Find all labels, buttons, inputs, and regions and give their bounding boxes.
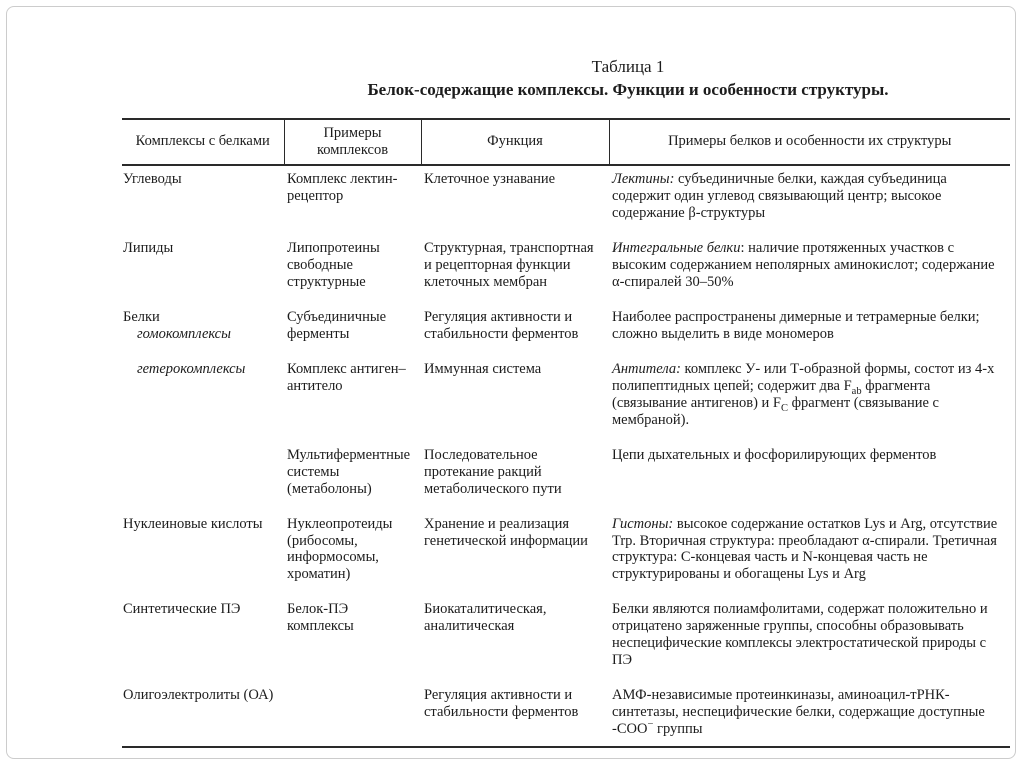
cell-text: Комплекс антиген–антитело	[287, 360, 406, 394]
table-cell	[122, 304, 284, 356]
table-cell	[421, 682, 609, 747]
table-row	[122, 165, 1010, 235]
table-row	[122, 356, 1010, 442]
cell-text: Углеводы	[123, 171, 182, 188]
cell-text: Иммунная система	[424, 360, 542, 377]
table-cell	[284, 511, 421, 597]
table-row	[122, 304, 1010, 356]
cell-text: Хранение и реализация генетической информации	[424, 515, 588, 549]
table-cell	[421, 442, 609, 511]
cell-text: гомокомплексы	[137, 325, 231, 342]
cell-text: Лектины:	[612, 171, 675, 188]
cell-text: Субъединичные ферменты	[287, 309, 387, 342]
document-content	[122, 56, 1010, 748]
table-cell	[122, 356, 284, 442]
table-cell	[122, 511, 284, 597]
cell-text: Структурная, транспортная и рецепторная функции клеточных мембран	[424, 240, 594, 291]
table-cell	[421, 511, 609, 597]
cell-text: Мультиферментные системы (метаболоны)	[287, 446, 411, 497]
cell-text: ab	[851, 385, 862, 397]
table-cell	[122, 596, 284, 682]
cell-text: Биокаталитическая, аналитическая	[424, 601, 547, 635]
table-cell	[284, 235, 421, 304]
column-header: Примеры комплексов	[284, 119, 421, 166]
cell-text: −	[647, 719, 654, 731]
cell-text: гетерокомплексы	[137, 360, 246, 377]
cell-text: : наличие протяженных участков с высоким содержанием неполярных аминокислот; содержание α-спиралей 30–50%	[612, 240, 995, 291]
table-cell	[609, 596, 1010, 682]
column-header: Функция	[421, 119, 609, 166]
cell-text: фрагмент (связывание с мембраной).	[612, 394, 939, 428]
table-body	[122, 165, 1010, 747]
table-cell	[421, 356, 609, 442]
header-row	[122, 119, 1010, 166]
column-header: Комплексы с белками	[122, 119, 284, 166]
cell-text: фрагмента (связывание антигенов) и F	[612, 377, 931, 411]
protein-complexes-table	[122, 118, 1010, 749]
table-cell	[284, 304, 421, 356]
cell-text: C	[780, 402, 788, 414]
cell-text: Белки	[123, 309, 160, 325]
table-cell	[421, 596, 609, 682]
table-cell	[609, 304, 1010, 356]
table-cell	[421, 304, 609, 356]
cell-text: Клеточное узнавание	[424, 171, 556, 188]
cell-text: субъединичные белки, каждая субъединица содержит один углевод связывающий центр; высокое содержание β-структуры	[612, 171, 947, 222]
table-row	[122, 511, 1010, 597]
table-row	[122, 682, 1010, 747]
cell-text: Регуляция активности и стабильности ферментов	[424, 309, 579, 342]
table-cell	[284, 682, 421, 747]
cell-text: Наиболее распространены димерные и тетрамерные белки; сложно выделить в виде мономеров	[612, 309, 980, 342]
cell-text: комплекс У- или Т-образной формы, состот из 4-х полипептидных цепей; содержит два F	[612, 360, 995, 394]
table-row	[122, 442, 1010, 511]
cell-text: Нуклеиновые кислоты	[123, 515, 263, 532]
cell-text: Липопротеины свободные структурные	[287, 240, 380, 291]
cell-text: группы	[653, 721, 703, 738]
cell-text: Регуляция активности и стабильности ферментов	[424, 687, 579, 721]
table-row	[122, 235, 1010, 304]
cell-text: Белок-ПЭ комплексы	[287, 601, 354, 635]
table-cell	[609, 165, 1010, 235]
cell-text: Последовательное протекание ракций метаболического пути	[424, 446, 562, 497]
table-cell	[284, 596, 421, 682]
table-cell	[609, 235, 1010, 304]
table-cell	[122, 442, 284, 511]
table-row	[122, 596, 1010, 682]
cell-text: Цепи дыхательных и фосфорилирующих ферментов	[612, 446, 937, 463]
table-title: Белок-содержащие комплексы. Функции и особенности структуры.	[367, 80, 889, 100]
table-cell	[122, 682, 284, 747]
cell-text: высокое содержание остатков Lys и Arg, отсутствие Trp. Вторичная структура: преобладают α-спирали. Третичная структура: С-концевая часть и N-концевая часть не структурированы и обогащены Lys и Arg	[612, 515, 998, 583]
table-cell	[609, 682, 1010, 747]
table-cell	[421, 165, 609, 235]
cell-text: Интегральные белки	[612, 240, 741, 257]
cell-text: АМФ-независимые протеинкиназы, аминоацил-тРНК-синтетазы, неспецифические белки, содержащие доступные -СОО	[612, 687, 985, 738]
table-cell	[122, 165, 284, 235]
table-caption-number: Таблица 1	[591, 57, 665, 76]
cell-text: Антитела:	[612, 360, 681, 377]
cell-text: Липиды	[123, 240, 174, 257]
table-header	[122, 119, 1010, 166]
table-cell	[421, 235, 609, 304]
cell-text: Нуклеопротеиды (рибосомы, информосомы, хроматин)	[287, 515, 393, 583]
cell-text: Комплекс лектин-рецептор	[287, 171, 398, 205]
cell-text: Белки являются полиамфолитами, содержат положительно и отрицатено заряженные группы, способны образовывать неспецифические комплексы электростатической природы с ПЭ	[612, 601, 988, 669]
cell-text: Олигоэлектролиты (ОА)	[123, 687, 274, 704]
cell-text: Синтетические ПЭ	[123, 601, 241, 618]
table-cell	[122, 235, 284, 304]
column-header: Примеры белков и особенности их структуры	[609, 119, 1010, 166]
table-cell	[284, 442, 421, 511]
table-cell	[284, 165, 421, 235]
table-cell	[284, 356, 421, 442]
table-cell	[609, 356, 1010, 442]
cell-text: Гистоны:	[612, 515, 674, 532]
table-cell	[609, 511, 1010, 597]
table-cell	[609, 442, 1010, 511]
